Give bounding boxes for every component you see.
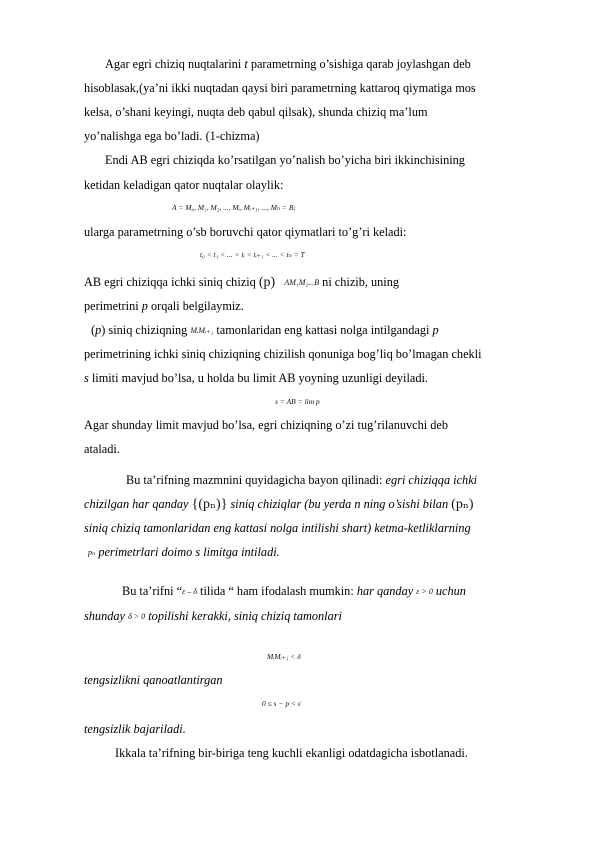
paragraph-4-line-2: perimetrining ichki siniq chiziqning chizilish qonuniga bog’liq bo’lmagan chekli (84, 347, 482, 361)
text-run: parametrning o’sishiga qarab joylashgan deb (247, 57, 471, 71)
paragraph-6-line-3: siniq chiziq tamonlaridan eng kattasi nolga intilishi shart) ketma-ketliklarning (84, 521, 471, 535)
text-run: ( (91, 323, 96, 337)
paragraph-7-line-2 (84, 608, 342, 625)
text-run: Bu ta’rifning mazmnini quyidagicha bayon qilinadi: (126, 473, 386, 487)
paragraph-4-line-3 (84, 370, 428, 386)
paragraph-1-line-1 (105, 56, 471, 72)
paragraph-1-line-2: hisoblasak,(ya’ni ikki nuqtadan qaysi biri parametrning kattaroq qiymatiga mos (84, 81, 476, 95)
variable-s: s (84, 371, 89, 385)
text-run: Agar egri chiziq nuqtalarini (105, 57, 245, 71)
formula-inline-pn: pₙ (88, 548, 96, 558)
formula-inline-sequence: {(pₙ)} (191, 497, 228, 513)
formula-inline-segment: MᵢMᵢ₊₁ (190, 326, 214, 336)
paragraph-4-line-1 (91, 322, 439, 339)
formula-point-sequence: A = M₀, M₁, M₂, ..., Mᵢ, Mᵢ₊₁, ..., Mₙ = B; (172, 203, 296, 212)
text-run: ) siniq chiziqning (101, 323, 191, 337)
variable-t: t (244, 57, 248, 71)
paragraph-7-line-1 (122, 583, 466, 600)
formula-side-condition: MᵢMᵢ₊₁ < δ (267, 652, 301, 661)
paragraph-7-line-3: tengsizlikni qanoatlantirgan (84, 673, 223, 687)
text-run: limiti mavjud bo’lsa, u holda bu limit AB yoyning uzunligi deyiladi. (88, 371, 428, 385)
paragraph-6-line-4 (88, 544, 280, 561)
paragraph-6-line-2 (84, 496, 474, 513)
formula-inline-pn: (pₙ) (451, 497, 474, 513)
formula-inline-polyline: AM₁M₂...B (284, 278, 320, 288)
text-run: Bu ta’rifni “ (122, 584, 183, 598)
formula-inline-epsilon: ε > 0 (416, 587, 433, 597)
formula-inequality: 0 ≤ s − p < ε (262, 699, 301, 708)
paragraph-7-line-4: tengsizlik bajariladi. (84, 722, 186, 736)
text-run-italic: chizilgan har qanday (84, 497, 192, 511)
variable-p: p (95, 323, 102, 337)
text-run-italic: perimetrlari doimo s limitga intiladi. (95, 545, 280, 559)
variable-p: p (141, 299, 148, 313)
text-run: perimetrini (84, 299, 142, 313)
variable-p: p (432, 323, 439, 337)
text-run: tilida “ ham ifodalash mumkin: (196, 584, 357, 598)
paragraph-3-line-2 (84, 298, 244, 314)
paragraph-6-line-1 (126, 472, 477, 488)
text-run-italic: uchun (432, 584, 466, 598)
text-run-italic: siniq chiziqlar (bu yerda n ning o’sishi bilan (227, 497, 452, 511)
formula-inline-epsilon-delta: ε – δ (182, 587, 197, 597)
text-run: orqali belgilaymiz. (147, 299, 244, 313)
paragraph-3-line-1 (84, 274, 399, 291)
paragraph-5-line-2: ataladi. (84, 442, 120, 456)
text-run: ni chizib, uning (319, 275, 400, 289)
text-run-italic: shunday (84, 609, 129, 623)
text-run: AB egri chiziqqa ichki siniq chiziq (84, 275, 259, 289)
formula-arc-length-limit: s = AB = lim p (275, 397, 320, 406)
formula-inline-delta: δ > 0 (128, 612, 146, 622)
paragraph-1-line-3: kelsa, o’shani keyingi, nuqta deb qabul qilsak), shunda chiziq ma’lum (84, 105, 428, 119)
paragraph-2-line-3: ularga parametrning o’sb boruvchi qator qiymatlari to’g’ri keladi: (84, 225, 407, 239)
paragraph-1-line-4: yo’nalishga ega bo’ladi. (1-chizma) (84, 129, 260, 143)
text-run: tamonlaridan eng kattasi nolga intilgandagi (213, 323, 433, 337)
text-run-italic: har qanday (356, 584, 417, 598)
text-run-italic: topilishi kerakki, siniq chiziq tamonlari (145, 609, 342, 623)
formula-parameter-sequence: t₀ < t₁ < ... < tᵢ < tᵢ₊₁ < ... < tₙ = T (200, 250, 305, 259)
paragraph-2-line-1: Endi AB egri chiziqda ko’rsatilgan yo’nalish bo’yicha biri ikkinchisining (105, 153, 465, 167)
paragraph-5-line-1: Agar shunday limit mavjud bo’lsa, egri chiziqning o’zi tug’rilanuvchi deb (84, 418, 449, 432)
paragraph-2-line-2: ketidan keladigan qator nuqtalar olaylik: (84, 178, 284, 192)
formula-inline-p: (p) (258, 275, 276, 291)
text-run-italic: egri chiziqqa ichki (385, 473, 478, 487)
paragraph-8-line-1: Ikkala ta’rifning bir-biriga teng kuchli ekanligi odatdagicha isbotlanadi. (115, 746, 468, 760)
